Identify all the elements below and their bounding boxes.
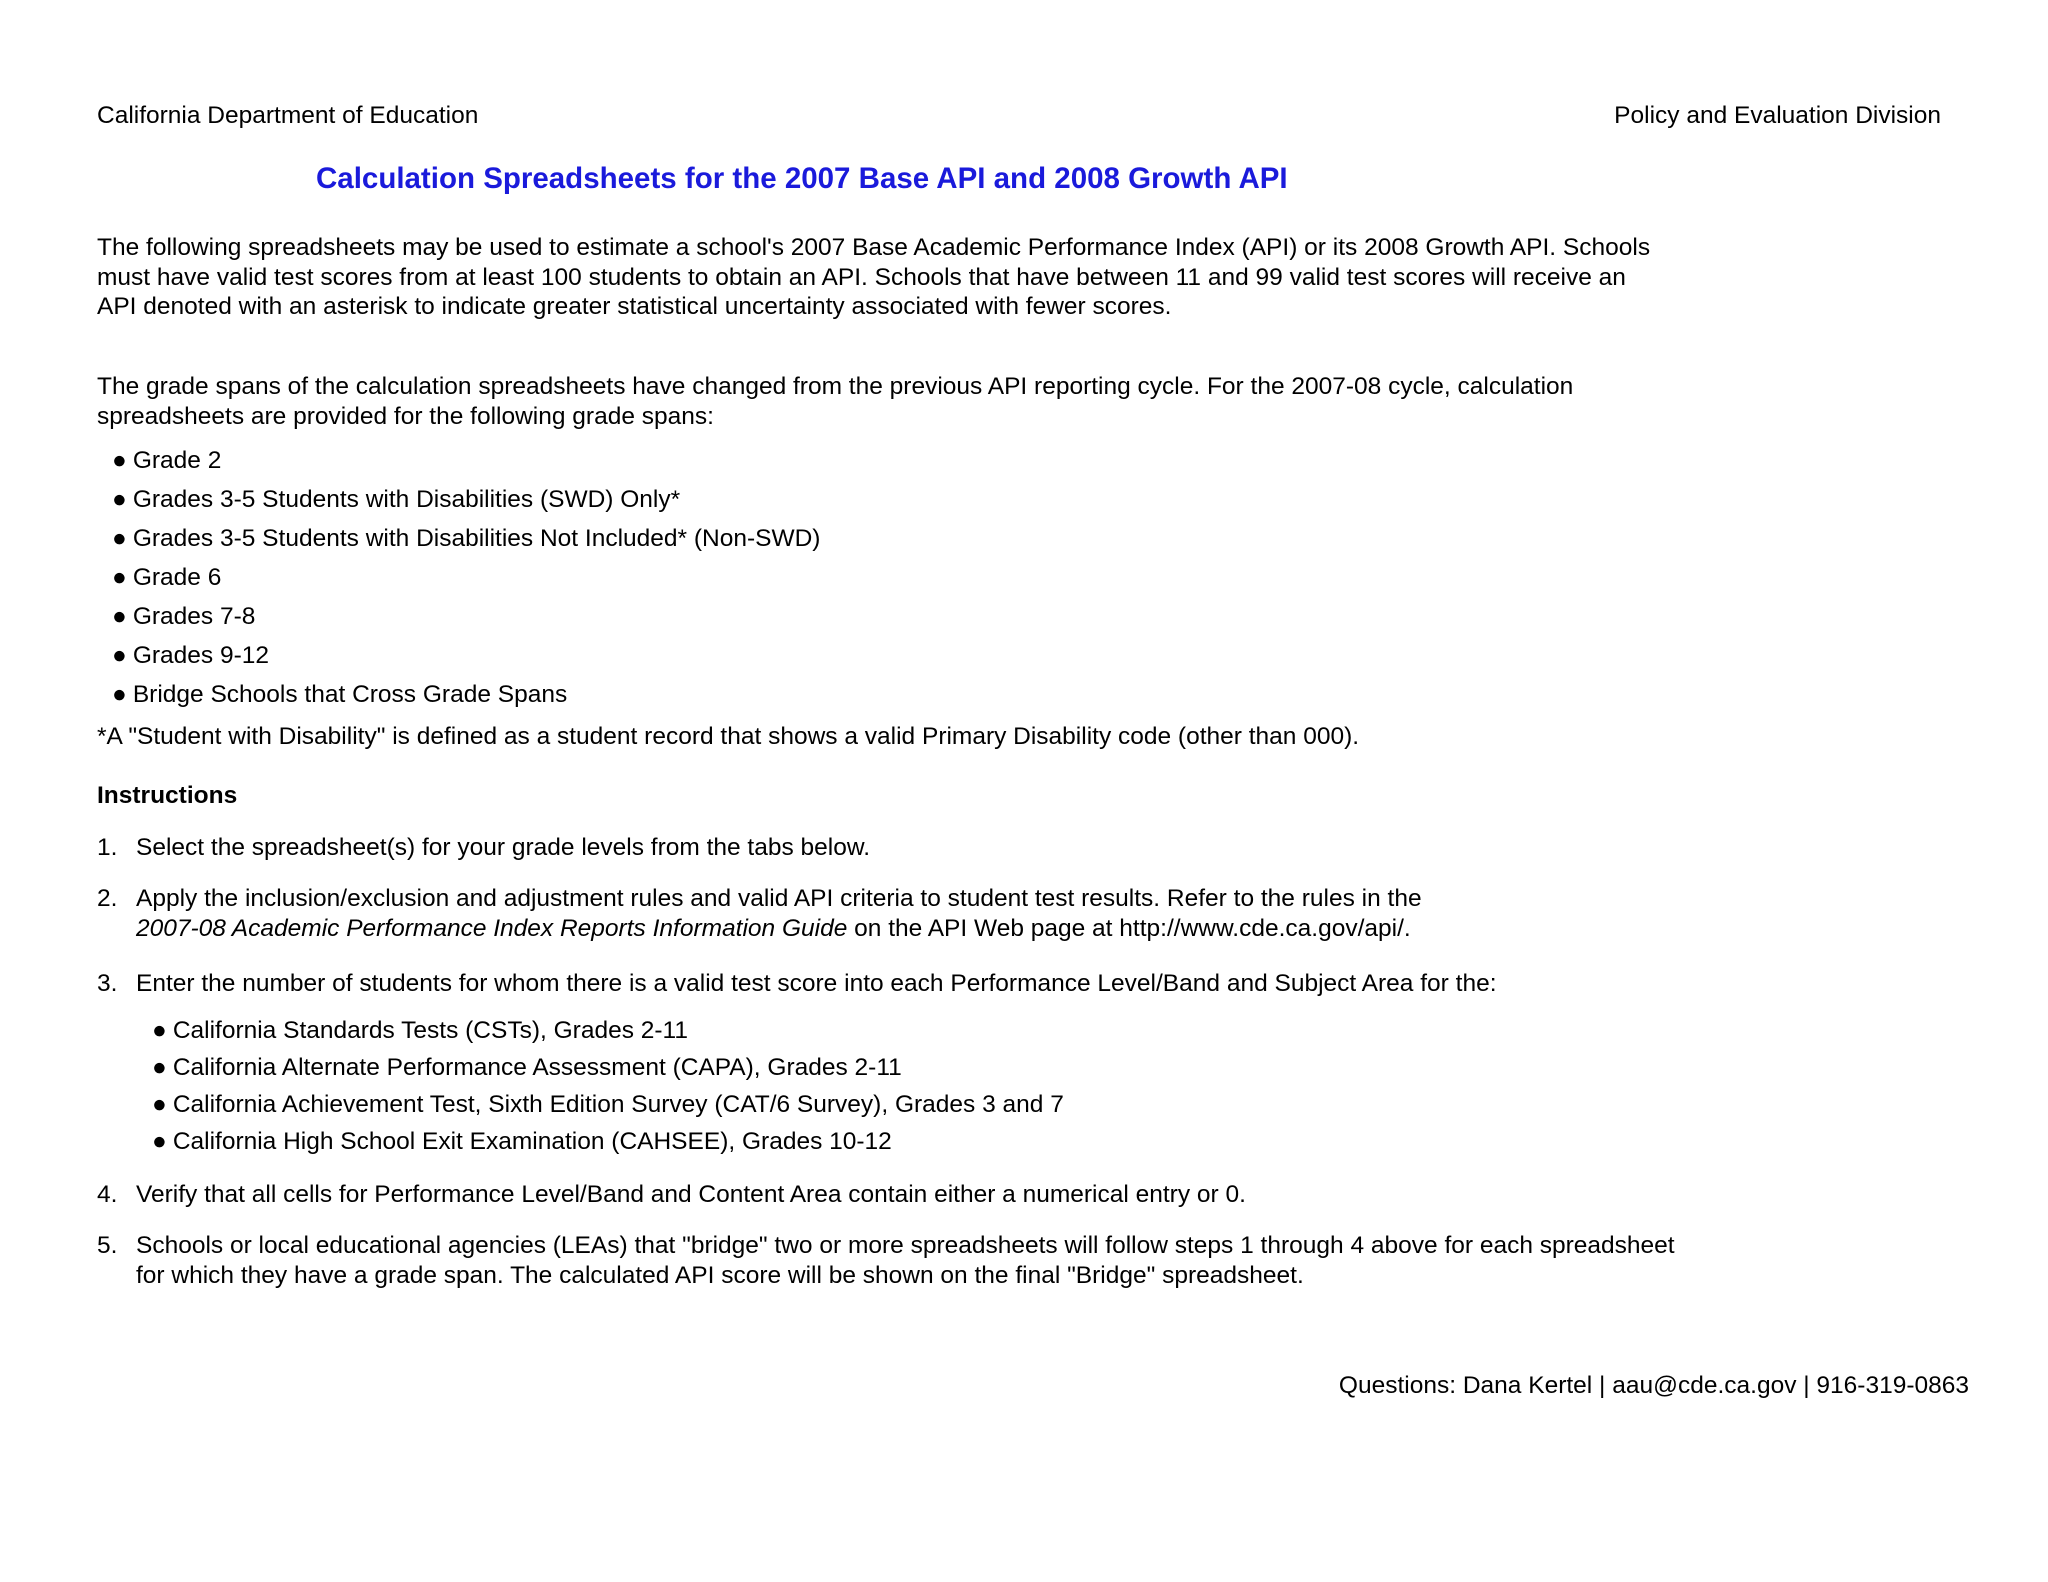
page-title: Calculation Spreadsheets for the 2007 Base API and 2008 Growth API	[316, 162, 1288, 195]
bullet-icon: ●	[112, 642, 127, 669]
list-item: ● California High School Exit Examination (CAHSEE), Grades 10-12	[152, 1128, 892, 1155]
step-number: 2.	[97, 885, 118, 912]
list-item: ● California Achievement Test, Sixth Edition Survey (CAT/6 Survey), Grades 3 and 7	[152, 1091, 1064, 1118]
bullet-icon: ●	[152, 1054, 167, 1081]
step-text: Schools or local educational agencies (LEAs) that "bridge" two or more spreadsheets will follow steps 1 through 4 above for each spreadsheet for which they have a grade span. The calculated API score will be shown on the final "Bridge" spreadsheet.	[136, 1232, 1675, 1289]
bullet-icon: ●	[112, 447, 127, 474]
list-item: ● Grades 9-12	[112, 642, 269, 669]
guide-title: 2007-08 Academic Performance Index Reports Information Guide	[136, 914, 848, 942]
step-text: Enter the number of students for whom there is a valid test score into each Performance Level/Band and Subject Area for the:	[136, 970, 1497, 997]
step-text: Apply the inclusion/exclusion and adjustment rules and valid API criteria to student test results. Refer to the rules in the 2007-08 Academic Performance Index Reports Information Guide on the API Web page at http://www.cde.ca.gov/api/.	[136, 885, 1422, 942]
list-item: ● Grades 3-5 Students with Disabilities (SWD) Only*	[112, 486, 681, 513]
step-number: 1.	[97, 834, 118, 861]
list-item: ● Grades 3-5 Students with Disabilities Not Included* (Non-SWD)	[112, 525, 821, 552]
bullet-icon: ●	[152, 1017, 167, 1044]
bullet-icon: ●	[112, 603, 127, 630]
swd-footnote: *A "Student with Disability" is defined as a student record that shows a valid Primary Disability code (other than 000).	[97, 723, 1360, 750]
list-item: ● California Alternate Performance Assessment (CAPA), Grades 2-11	[152, 1054, 902, 1081]
bullet-icon: ●	[112, 486, 127, 513]
bullet-icon: ●	[152, 1091, 167, 1118]
intro-paragraph-2: The grade spans of the calculation spreadsheets have changed from the previous API reporting cycle. For the 2007-08 cycle, calculation spreadsheets are provided for the following grade spans:	[97, 373, 1574, 430]
list-item: ● Bridge Schools that Cross Grade Spans	[112, 681, 568, 708]
bullet-icon: ●	[112, 564, 127, 591]
list-item: ● California Standards Tests (CSTs), Grades 2-11	[152, 1017, 688, 1044]
intro-paragraph-1: The following spreadsheets may be used to estimate a school's 2007 Base Academic Performance Index (API) or its 2008 Growth API. Schools must have valid test scores from at least 100 students to obtain an API. Schools that have between 11 and 99 valid test scores will receive an API denoted with an asterisk to indicate greater statistical uncertainty associated with fewer scores.	[97, 234, 1651, 320]
instructions-heading: Instructions	[97, 782, 238, 809]
step-text: Verify that all cells for Performance Level/Band and Content Area contain either a numerical entry or 0.	[136, 1181, 1246, 1208]
step-number: 5.	[97, 1232, 118, 1259]
header-department: California Department of Education	[97, 102, 479, 129]
step-number: 4.	[97, 1181, 118, 1208]
bullet-icon: ●	[152, 1128, 167, 1155]
list-item: ● Grade 2	[112, 447, 222, 474]
grade-span-list	[112, 441, 820, 714]
header-division: Policy and Evaluation Division	[1614, 102, 1941, 129]
contact-line: Questions: Dana Kertel | aau@cde.ca.gov | 916-319-0863	[1338, 1372, 1969, 1399]
test-list	[152, 1012, 1064, 1160]
step-number: 3.	[97, 970, 118, 997]
bullet-icon: ●	[112, 681, 127, 708]
list-item: ● Grades 7-8	[112, 603, 256, 630]
bullet-icon: ●	[112, 525, 127, 552]
list-item: ● Grade 6	[112, 564, 222, 591]
step-text: Select the spreadsheet(s) for your grade levels from the tabs below.	[136, 834, 871, 861]
